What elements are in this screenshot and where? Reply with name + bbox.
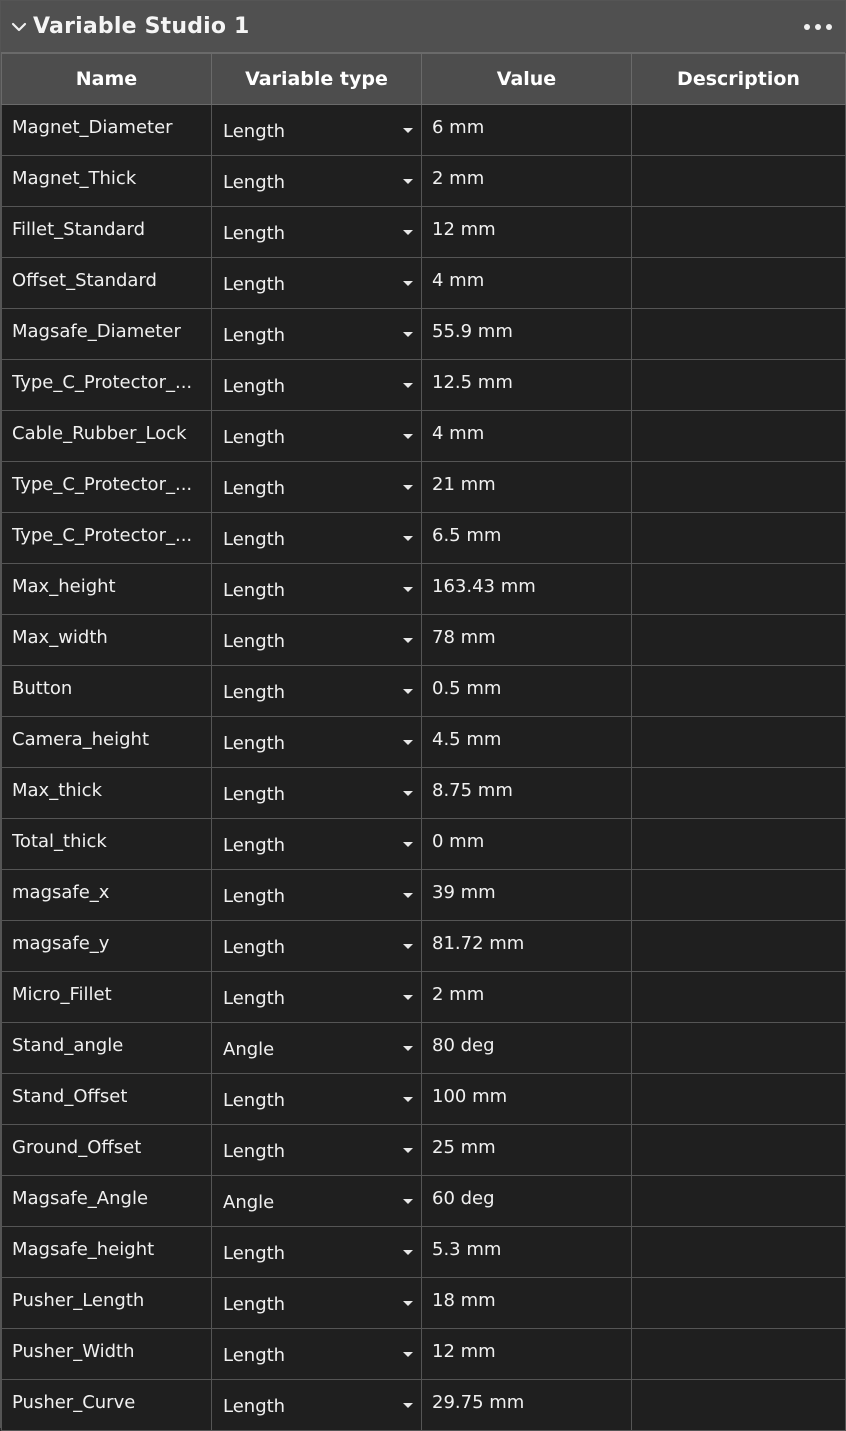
variable-value: 18 mm [432, 1289, 496, 1311]
value-cell[interactable] [422, 105, 632, 156]
table-row[interactable] [2, 564, 846, 615]
value-cell[interactable] [422, 1125, 632, 1176]
variable-type-cell [212, 870, 422, 921]
table-row[interactable] [2, 360, 846, 411]
variable-value: 6.5 mm [432, 524, 502, 546]
table-row[interactable] [2, 1329, 846, 1380]
table-row[interactable] [2, 768, 846, 819]
variable-value: 55.9 mm [432, 320, 513, 342]
variable-value: 4 mm [432, 269, 485, 291]
variable-type-dropdown[interactable] [212, 1125, 421, 1175]
variable-type-cell [212, 360, 422, 411]
description-cell[interactable] [632, 666, 846, 717]
caret-down-icon[interactable] [403, 1403, 413, 1408]
variable-type-label: Length [223, 1089, 286, 1111]
value-cell[interactable] [422, 768, 632, 819]
name-cell[interactable] [2, 717, 212, 768]
variable-type-cell [212, 1380, 422, 1431]
table-row[interactable] [2, 717, 846, 768]
variable-value: 29.75 mm [432, 1391, 525, 1413]
variable-type-cell [212, 717, 422, 768]
variable-name: Type_C_Protector_... [12, 473, 193, 495]
variable-type-cell [212, 1074, 422, 1125]
variable-type-cell [212, 921, 422, 972]
variable-value: 78 mm [432, 626, 496, 648]
caret-down-icon[interactable] [403, 1199, 413, 1204]
caret-down-icon[interactable] [403, 689, 413, 694]
table-row[interactable] [2, 1380, 846, 1431]
name-cell[interactable] [2, 360, 212, 411]
variable-type-label: Length [223, 171, 286, 193]
variable-type-label: Length [223, 1242, 286, 1264]
variable-type-dropdown[interactable] [212, 666, 421, 716]
variable-value: 81.72 mm [432, 932, 525, 954]
variable-type-cell [212, 666, 422, 717]
table-row[interactable] [2, 921, 846, 972]
value-cell[interactable] [422, 972, 632, 1023]
variable-type-cell [212, 972, 422, 1023]
column-header-variable-type[interactable]: Variable type [212, 54, 422, 105]
value-cell[interactable] [422, 921, 632, 972]
variable-name: Type_C_Protector_... [12, 524, 193, 546]
value-cell[interactable] [422, 258, 632, 309]
variable-type-label: Angle [223, 1038, 275, 1060]
variable-name: Max_width [12, 626, 108, 648]
description-cell[interactable] [632, 207, 846, 258]
variable-type-cell [212, 1278, 422, 1329]
variable-type-label: Length [223, 477, 286, 499]
caret-down-icon[interactable] [403, 995, 413, 1000]
caret-down-icon[interactable] [403, 485, 413, 490]
variable-type-cell [212, 1023, 422, 1074]
variable-type-cell [212, 258, 422, 309]
caret-down-icon[interactable] [403, 1097, 413, 1102]
variable-type-cell [212, 105, 422, 156]
variable-type-cell [212, 1329, 422, 1380]
name-cell[interactable] [2, 258, 212, 309]
variable-type-dropdown[interactable] [212, 972, 421, 1022]
caret-down-icon[interactable] [403, 536, 413, 541]
value-cell[interactable] [422, 564, 632, 615]
value-cell[interactable] [422, 615, 632, 666]
value-cell[interactable] [422, 717, 632, 768]
name-cell[interactable] [2, 921, 212, 972]
variable-name: Micro_Fillet [12, 983, 112, 1005]
description-cell[interactable] [632, 1380, 846, 1431]
caret-down-icon[interactable] [403, 1250, 413, 1255]
value-cell[interactable] [422, 1380, 632, 1431]
variable-type-label: Length [223, 885, 286, 907]
variable-type-label: Length [223, 579, 286, 601]
variable-value: 6 mm [432, 116, 485, 138]
description-cell[interactable] [632, 462, 846, 513]
name-cell[interactable] [2, 1227, 212, 1278]
name-cell[interactable] [2, 309, 212, 360]
table-row[interactable] [2, 156, 846, 207]
description-cell[interactable] [632, 360, 846, 411]
variable-type-dropdown[interactable] [212, 615, 421, 665]
variable-type-dropdown[interactable] [212, 768, 421, 818]
variable-name: magsafe_y [12, 932, 110, 954]
description-cell[interactable] [632, 921, 846, 972]
variable-name: Stand_Offset [12, 1085, 128, 1107]
value-cell[interactable] [422, 411, 632, 462]
table-row[interactable] [2, 309, 846, 360]
value-cell[interactable] [422, 819, 632, 870]
variable-type-cell [212, 462, 422, 513]
caret-down-icon[interactable] [403, 332, 413, 337]
caret-down-icon[interactable] [403, 791, 413, 796]
variable-name: Magsafe_Diameter [12, 320, 181, 342]
value-cell[interactable] [422, 1074, 632, 1125]
variable-name: Offset_Standard [12, 269, 157, 291]
variable-value: 0 mm [432, 830, 485, 852]
table-header-row [2, 54, 846, 105]
name-cell[interactable] [2, 207, 212, 258]
name-cell[interactable] [2, 768, 212, 819]
name-cell[interactable] [2, 1074, 212, 1125]
panel-header [1, 1, 845, 53]
table-row[interactable] [2, 819, 846, 870]
value-cell[interactable] [422, 462, 632, 513]
table-row[interactable] [2, 1278, 846, 1329]
variable-value: 4 mm [432, 422, 485, 444]
variable-type-dropdown[interactable] [212, 1176, 421, 1226]
name-cell[interactable] [2, 1125, 212, 1176]
table-row[interactable] [2, 207, 846, 258]
name-cell[interactable] [2, 513, 212, 564]
variable-name: Fillet_Standard [12, 218, 146, 240]
variable-value: 21 mm [432, 473, 496, 495]
name-cell[interactable] [2, 615, 212, 666]
variable-value: 25 mm [432, 1136, 496, 1158]
description-cell[interactable] [632, 1227, 846, 1278]
description-cell[interactable] [632, 615, 846, 666]
variable-name: Pusher_Width [12, 1340, 135, 1362]
name-cell[interactable] [2, 105, 212, 156]
more-options-icon[interactable] [803, 15, 833, 39]
description-cell[interactable] [632, 156, 846, 207]
variable-type-dropdown[interactable] [212, 360, 421, 410]
caret-down-icon[interactable] [403, 842, 413, 847]
description-cell[interactable] [632, 819, 846, 870]
variable-type-dropdown[interactable] [212, 1380, 421, 1430]
variable-type-label: Length [223, 324, 286, 346]
variable-type-label: Length [223, 834, 286, 856]
description-cell[interactable] [632, 870, 846, 921]
variable-type-dropdown[interactable] [212, 105, 421, 155]
variable-name: Max_thick [12, 779, 102, 801]
caret-down-icon[interactable] [403, 1301, 413, 1306]
variable-name: Magnet_Diameter [12, 116, 173, 138]
caret-down-icon[interactable] [403, 740, 413, 745]
description-cell[interactable] [632, 309, 846, 360]
variable-type-dropdown[interactable] [212, 717, 421, 767]
value-cell[interactable] [422, 1278, 632, 1329]
variable-value: 0.5 mm [432, 677, 502, 699]
description-cell[interactable] [632, 513, 846, 564]
variable-name: Ground_Offset [12, 1136, 142, 1158]
variable-value: 5.3 mm [432, 1238, 502, 1260]
variable-value: 2 mm [432, 167, 485, 189]
value-cell[interactable] [422, 870, 632, 921]
description-cell[interactable] [632, 1176, 846, 1227]
name-cell[interactable] [2, 870, 212, 921]
variable-type-cell [212, 513, 422, 564]
description-cell[interactable] [632, 1125, 846, 1176]
variable-type-cell [212, 1125, 422, 1176]
caret-down-icon[interactable] [403, 179, 413, 184]
variable-type-label: Length [223, 1293, 286, 1315]
table-body [2, 105, 846, 1431]
variable-value: 163.43 mm [432, 575, 536, 597]
variable-type-cell [212, 411, 422, 462]
caret-down-icon[interactable] [403, 1148, 413, 1153]
variable-type-dropdown[interactable] [212, 462, 421, 512]
variable-type-label: Length [223, 375, 286, 397]
table-row[interactable] [2, 615, 846, 666]
variable-type-dropdown[interactable] [212, 513, 421, 563]
variable-value: 4.5 mm [432, 728, 502, 750]
table-row[interactable] [2, 462, 846, 513]
description-cell[interactable] [632, 1329, 846, 1380]
name-cell[interactable] [2, 411, 212, 462]
variable-type-cell [212, 819, 422, 870]
variable-type-dropdown[interactable] [212, 819, 421, 869]
description-cell[interactable] [632, 1074, 846, 1125]
variable-type-cell [212, 615, 422, 666]
variable-type-label: Length [223, 1140, 286, 1162]
name-cell[interactable] [2, 972, 212, 1023]
value-cell[interactable] [422, 1329, 632, 1380]
table-row[interactable] [2, 1023, 846, 1074]
value-cell[interactable] [422, 156, 632, 207]
variable-type-label: Length [223, 426, 286, 448]
variable-value: 60 deg [432, 1187, 495, 1209]
variable-value: 39 mm [432, 881, 496, 903]
variable-value: 100 mm [432, 1085, 508, 1107]
description-cell[interactable] [632, 1023, 846, 1074]
variable-type-dropdown[interactable] [212, 156, 421, 206]
variable-name: Cable_Rubber_Lock [12, 422, 187, 444]
variable-name: Pusher_Curve [12, 1391, 136, 1413]
name-cell[interactable] [2, 1023, 212, 1074]
variable-type-dropdown[interactable] [212, 564, 421, 614]
variable-type-dropdown[interactable] [212, 207, 421, 257]
variable-type-label: Length [223, 273, 286, 295]
variable-value: 12 mm [432, 1340, 496, 1362]
description-cell[interactable] [632, 105, 846, 156]
variable-type-dropdown[interactable] [212, 1023, 421, 1073]
caret-down-icon[interactable] [403, 638, 413, 643]
variable-type-label: Length [223, 936, 286, 958]
variable-type-label: Length [223, 120, 286, 142]
name-cell[interactable] [2, 462, 212, 513]
table-row[interactable] [2, 1074, 846, 1125]
variable-name: Camera_height [12, 728, 150, 750]
variable-type-label: Length [223, 783, 286, 805]
caret-down-icon[interactable] [403, 230, 413, 235]
value-cell[interactable] [422, 309, 632, 360]
variable-type-label: Length [223, 732, 286, 754]
name-cell[interactable] [2, 1278, 212, 1329]
variable-type-label: Length [223, 528, 286, 550]
variable-type-label: Length [223, 222, 286, 244]
variable-name: Type_C_Protector_... [12, 371, 193, 393]
table-row[interactable] [2, 105, 846, 156]
variables-table [1, 53, 846, 1431]
value-cell[interactable] [422, 1023, 632, 1074]
caret-down-icon[interactable] [403, 281, 413, 286]
table-row[interactable] [2, 411, 846, 462]
variable-type-cell [212, 1176, 422, 1227]
caret-down-icon[interactable] [403, 893, 413, 898]
variable-type-cell [212, 768, 422, 819]
variable-type-label: Length [223, 1395, 286, 1417]
variable-value: 12.5 mm [432, 371, 513, 393]
variable-type-dropdown[interactable] [212, 258, 421, 308]
variable-type-dropdown[interactable] [212, 921, 421, 971]
name-cell[interactable] [2, 564, 212, 615]
caret-down-icon[interactable] [403, 128, 413, 133]
value-cell[interactable] [422, 666, 632, 717]
variable-type-dropdown[interactable] [212, 1227, 421, 1277]
variable-name: Pusher_Length [12, 1289, 145, 1311]
name-cell[interactable] [2, 156, 212, 207]
variable-name: magsafe_x [12, 881, 110, 903]
variable-type-dropdown[interactable] [212, 870, 421, 920]
variable-type-dropdown[interactable] [212, 1329, 421, 1379]
variable-value: 80 deg [432, 1034, 495, 1056]
description-cell[interactable] [632, 258, 846, 309]
table-row[interactable] [2, 1176, 846, 1227]
name-cell[interactable] [2, 819, 212, 870]
variable-name: Button [12, 677, 73, 699]
variable-type-dropdown[interactable] [212, 411, 421, 461]
variable-name: Max_height [12, 575, 116, 597]
variable-type-label: Angle [223, 1191, 275, 1213]
table-row[interactable] [2, 1227, 846, 1278]
variable-value: 12 mm [432, 218, 496, 240]
name-cell[interactable] [2, 666, 212, 717]
description-cell[interactable] [632, 768, 846, 819]
name-cell[interactable] [2, 1329, 212, 1380]
caret-down-icon[interactable] [403, 944, 413, 949]
value-cell[interactable] [422, 1176, 632, 1227]
chevron-down-icon[interactable] [11, 19, 27, 35]
caret-down-icon[interactable] [403, 587, 413, 592]
table-row[interactable] [2, 870, 846, 921]
description-cell[interactable] [632, 717, 846, 768]
table-row[interactable] [2, 972, 846, 1023]
column-header-description[interactable]: Description [632, 54, 846, 105]
variable-name: Magsafe_height [12, 1238, 155, 1260]
table-row[interactable] [2, 666, 846, 717]
variable-type-cell [212, 564, 422, 615]
variable-name: Magnet_Thick [12, 167, 137, 189]
variable-name: Magsafe_Angle [12, 1187, 149, 1209]
variable-type-cell [212, 309, 422, 360]
variable-type-dropdown[interactable] [212, 309, 421, 359]
variable-type-dropdown[interactable] [212, 1278, 421, 1328]
variable-type-label: Length [223, 630, 286, 652]
variable-value: 8.75 mm [432, 779, 513, 801]
table-row[interactable] [2, 513, 846, 564]
variable-type-cell [212, 1227, 422, 1278]
variable-type-cell [212, 156, 422, 207]
column-header-name[interactable]: Name [2, 54, 212, 105]
description-cell[interactable] [632, 1278, 846, 1329]
name-cell[interactable] [2, 1176, 212, 1227]
caret-down-icon[interactable] [403, 1046, 413, 1051]
table-row[interactable] [2, 1125, 846, 1176]
description-cell[interactable] [632, 564, 846, 615]
caret-down-icon[interactable] [403, 383, 413, 388]
variable-name: Stand_angle [12, 1034, 124, 1056]
description-cell[interactable] [632, 411, 846, 462]
caret-down-icon[interactable] [403, 1352, 413, 1357]
value-cell[interactable] [422, 207, 632, 258]
value-cell[interactable] [422, 360, 632, 411]
description-cell[interactable] [632, 972, 846, 1023]
value-cell[interactable] [422, 1227, 632, 1278]
value-cell[interactable] [422, 513, 632, 564]
variable-type-dropdown[interactable] [212, 1074, 421, 1124]
column-header-value[interactable]: Value [422, 54, 632, 105]
variable-type-cell [212, 207, 422, 258]
panel-title: Variable Studio 1 [33, 14, 250, 39]
name-cell[interactable] [2, 1380, 212, 1431]
variable-type-label: Length [223, 987, 286, 1009]
variable-value: 2 mm [432, 983, 485, 1005]
caret-down-icon[interactable] [403, 434, 413, 439]
table-row[interactable] [2, 258, 846, 309]
variable-type-label: Length [223, 1344, 286, 1366]
variable-name: Total_thick [12, 830, 107, 852]
variable-type-label: Length [223, 681, 286, 703]
